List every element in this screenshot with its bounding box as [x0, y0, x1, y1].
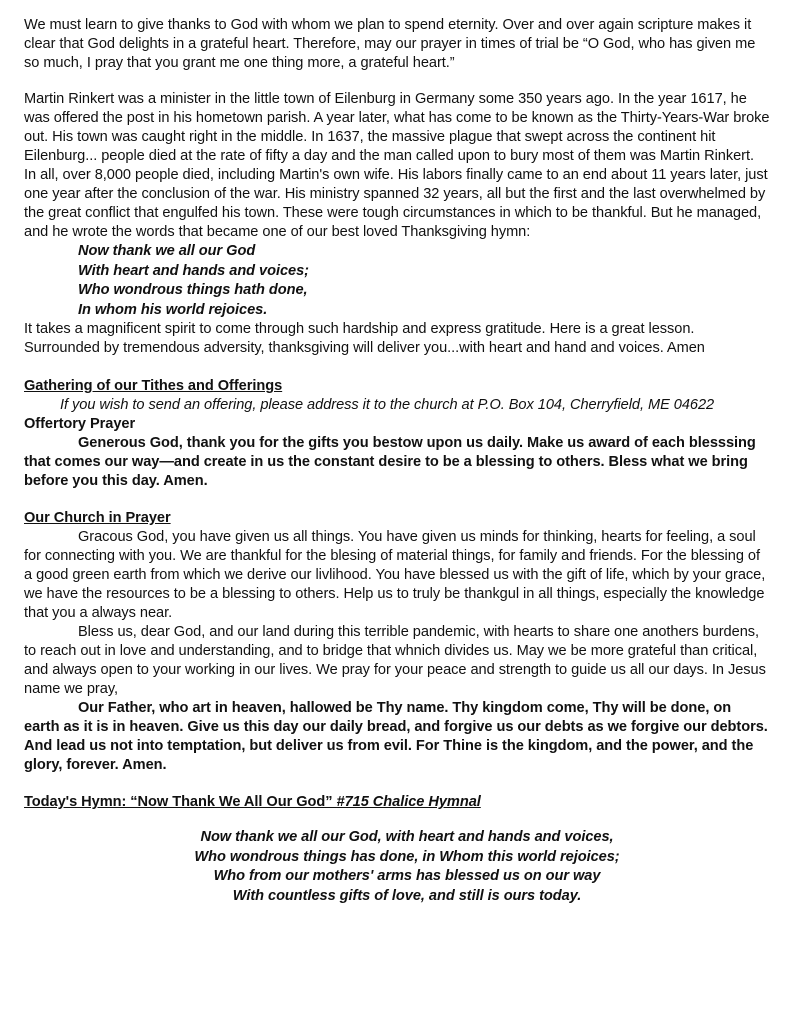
intro-paragraph-2: Martin Rinkert was a minister in the little town of Eilenburg in Germany some 350 years ago. In the year 1617, he was offered the post in his hometown parish. A year later, what has come to be known as the Thirty-Years-War broke out. His town was caught right in the middle. In 1637, the massive plague that swept across the continent hit Eilenburg... people died at the rate of fifty a day and the man called upon to bury most of them was Martin Rinkert. In all, over 8,000 people died, including Martin's own wife. His labors finally came to an end about 11 years later, just one year after the conclusion of the war. His ministry spanned 32 years, all but the first and the last overwhelmed by the great conflict that engulfed his town. These were tough circumstances in which to be thankful. But he managed, and he wrote the words that became one of our best loved Thanksgiving hymn:	[24, 91, 770, 240]
offering-address-note: If you wish to send an offering, please address it to the church at P.O. Box 104, Cherryfield, ME 04622	[60, 397, 715, 413]
church-prayer-heading: Our Church in Prayer	[24, 510, 171, 526]
hymn-lyrics	[24, 828, 770, 906]
offerings-heading: Gathering of our Tithes and Offerings	[24, 378, 283, 394]
intro-paragraph-3: It takes a magnificent spirit to come through such hardship and express gratitude. Here is a great lesson. Surrounded by tremendous adversity, thanksgiving will deliver you...with heart and hand and voices. Amen	[24, 321, 705, 356]
hymn-excerpt-line: Who wondrous things hath done,	[78, 282, 308, 298]
hymn-number: #715 Chalice Hymnal	[336, 794, 481, 810]
hymn-lyric-line: Who from our mothers' arms has blessed us on our way	[213, 868, 601, 884]
church-prayer-paragraph-2: Bless us, dear God, and our land during this terrible pandemic, with hearts to share one anothers burdens, to reach out in love and understanding, and to bridge that whnich divides us. May we be more grateful than critical, and always open to your working in our lives. We pray for your peace and strength to guide us all our days. In Jesus name we pray,	[24, 624, 766, 697]
hymn-lyric-line: Who wondrous things has done, in Whom this world rejoices;	[194, 848, 620, 865]
hymn-lyric-line: Now thank we all our God, with heart and hands and voices,	[200, 829, 614, 845]
lords-prayer: Our Father, who art in heaven, hallowed be Thy name. Thy kingdom come, Thy will be done, on earth as it is in heaven. Give us this day our daily bread, and forgive us our debts as we forgive our debtors. And lead us not into temptation, but deliver us from evil. For Thine is the kingdom, and the power, and the glory, forever. Amen.	[24, 700, 768, 773]
offertory-prayer-title: Offertory Prayer	[24, 416, 136, 432]
offertory-prayer-text: Generous God, thank you for the gifts you bestow upon us daily. Make us award of each blesssing that comes our way—and create in us the constant desire to be a blessing to others. Bless what we bring before you this day. Amen.	[24, 435, 756, 489]
hymn-lyric-line: With countless gifts of love, and still is ours today.	[232, 887, 582, 904]
intro-paragraph-1: We must learn to give thanks to God with whom we plan to spend eternity. Over and over again scripture makes it clear that God delights in a grateful heart. Therefore, may our prayer in times of trial be “O God, who has given me so much, I pray that you grant me one thing more, a grateful heart.”	[24, 17, 756, 71]
hymn-excerpt-line: Now thank we all our God	[78, 243, 256, 259]
church-prayer-paragraph-1: Gracous God, you have given us all things. You have given us minds for thinking, hearts for feeling, a soul for connecting with you. We are thankful for the blesing of material things, for family and friends. For the blessing of a good green earth from which we derive our livlihood. You have blessed us with the gift of life, which by your grace, we have the resources to be a blessing to others. Help us to truly be thankgul in all things, especially the knowledge that you a always near.	[24, 529, 766, 621]
hymn-excerpt	[24, 242, 770, 320]
hymn-excerpt-line: In whom his world rejoices.	[78, 301, 268, 318]
todays-hymn-heading	[24, 793, 770, 812]
hymn-excerpt-line: With heart and hands and voices;	[78, 262, 309, 279]
hymn-label: Today's Hymn: “Now Thank We All Our God”	[24, 794, 337, 810]
